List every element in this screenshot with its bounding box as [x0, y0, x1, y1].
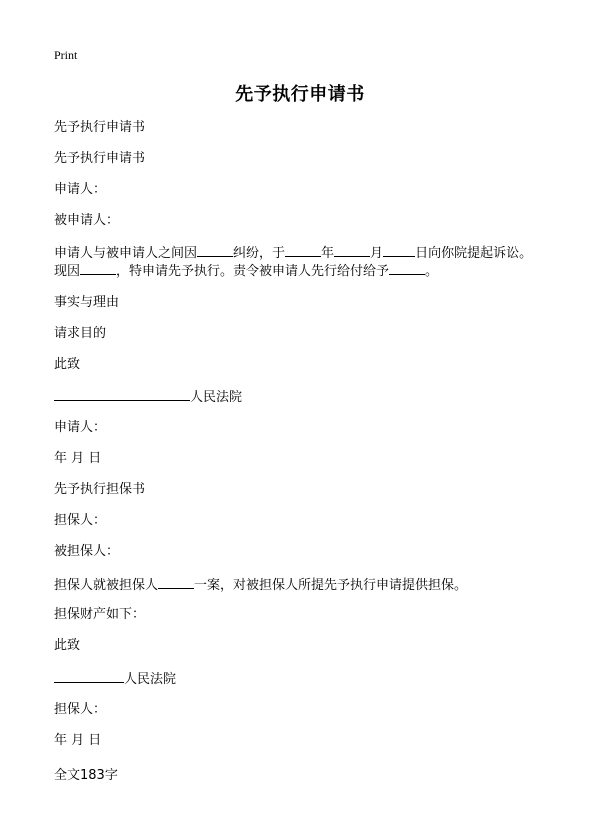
applicant-signature: 申请人：: [54, 420, 107, 435]
guarantor-label: 担保人：: [54, 513, 107, 528]
para1-text-e: 日向你院提起诉讼。: [415, 246, 533, 261]
body-paragraph-line-1: [54, 243, 532, 263]
date-line-2: 年 月 日: [54, 733, 102, 748]
guarantee-text-b: 一案，对被担保人所提先予执行申请提供担保。: [194, 578, 468, 593]
payment-blank: [389, 261, 425, 275]
court-line-1: [54, 387, 242, 407]
reason-blank: [80, 261, 116, 275]
court-line-2: [54, 669, 176, 689]
document-title: 先予执行申请书: [235, 84, 365, 105]
respondent-label: 被申请人：: [54, 213, 120, 228]
subtitle-line-1: 先予执行申请书: [54, 120, 146, 135]
court-blank-1: [54, 387, 190, 401]
court-blank-2: [54, 669, 124, 683]
month-blank: [334, 243, 370, 257]
court-label-2: 人民法院: [124, 672, 177, 687]
body-paragraph-line-2: [54, 261, 438, 281]
para1-text-d: 月: [370, 246, 384, 261]
para1-text-c: 年: [321, 246, 335, 261]
para1-text-a: 申请人与被申请人之间因: [54, 246, 198, 261]
facts-heading: 事实与理由: [54, 295, 120, 310]
guarantor-signature: 担保人：: [54, 702, 107, 717]
salutation-1: 此致: [54, 357, 81, 372]
guarantee-paragraph: [54, 575, 467, 595]
para2-text-c: 。: [425, 264, 439, 279]
word-count: 全文183字: [54, 768, 118, 783]
dispute-blank: [197, 243, 233, 257]
guarantee-text-a: 担保人就被担保人: [54, 578, 159, 593]
year-blank: [285, 243, 321, 257]
salutation-2: 此致: [54, 638, 81, 653]
applicant-label: 申请人：: [54, 182, 107, 197]
para2-text-b: ，特申请先予执行。责令被申请人先行给付给予: [116, 264, 390, 279]
request-heading: 请求目的: [54, 326, 107, 341]
print-link[interactable]: Print: [54, 48, 78, 62]
day-blank: [383, 243, 415, 257]
subtitle-line-2: 先予执行申请书: [54, 151, 146, 166]
para2-text-a: 现因: [54, 264, 81, 279]
date-line-1: 年 月 日: [54, 451, 102, 466]
guarantee-title: 先予执行担保书: [54, 482, 146, 497]
court-label-1: 人民法院: [190, 390, 243, 405]
property-heading: 担保财产如下：: [54, 607, 146, 622]
case-blank: [158, 575, 194, 589]
para1-text-b: 纠纷，于: [233, 246, 286, 261]
guaranteed-label: 被担保人：: [54, 544, 120, 559]
